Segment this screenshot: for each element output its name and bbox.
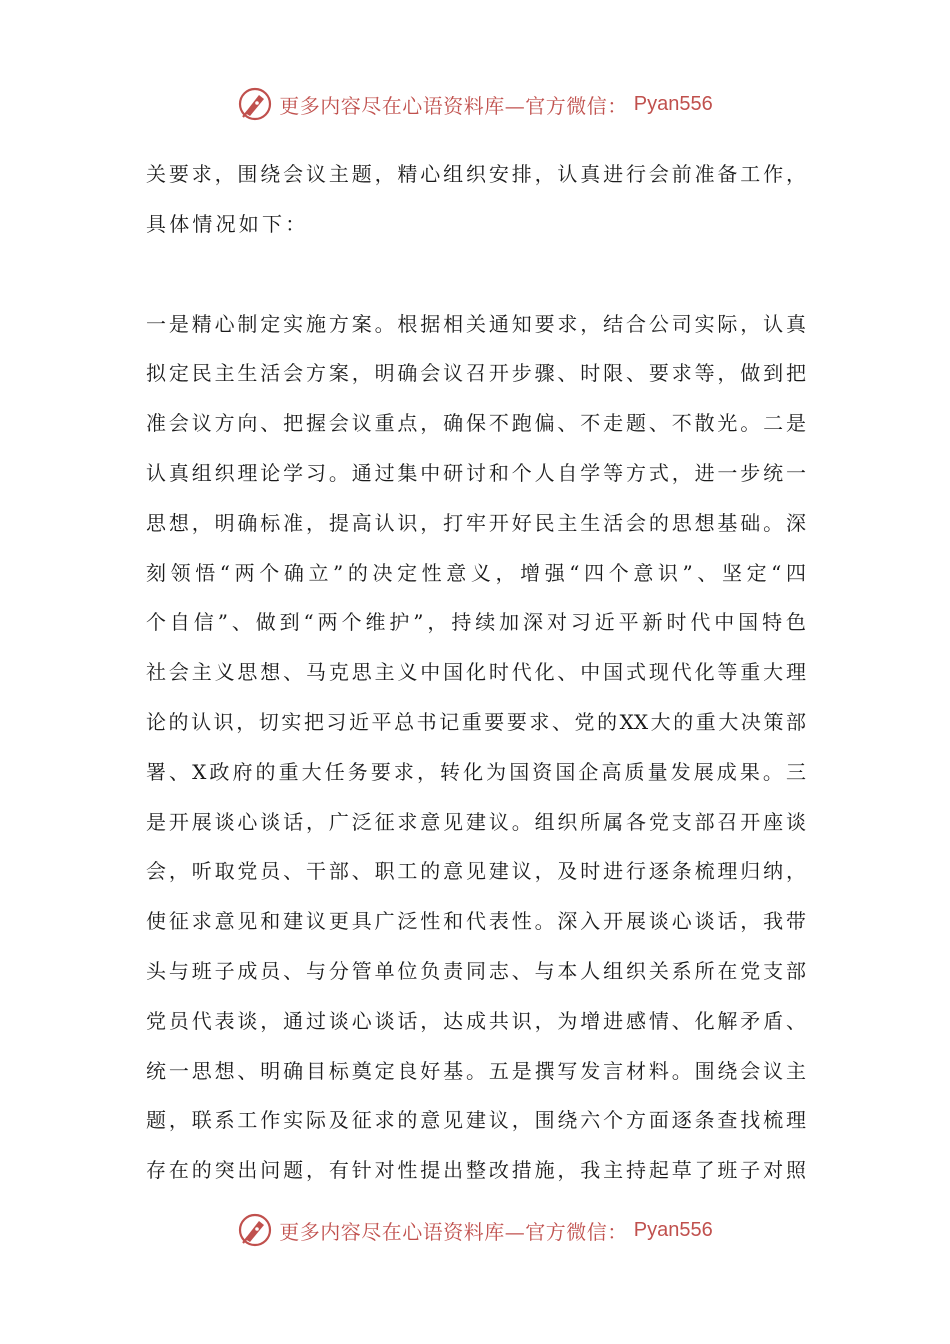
body-line: 党员代表谈，通过谈心谈话，达成共识，为增进感情、化解矛盾、 <box>146 1008 806 1033</box>
watermark-handle: Pyan556 <box>633 92 713 115</box>
body-line: 统一思想、明确目标奠定良好基。五是撰写发言材料。围绕会议主 <box>146 1058 806 1083</box>
body-line: 社会主义思想、马克思主义中国化时代化、中国式现代化等重大理 <box>146 660 806 685</box>
paragraph-gap <box>146 250 806 300</box>
body-line: 题，联系工作实际及征求的意见建议，围绕六个方面逐条查找梳理 <box>146 1108 806 1133</box>
watermark-text: 更多内容尽在心语资料库—官方微信： <box>279 1219 628 1244</box>
body-line: 论的认识，切实把习近平总书记重要要求、党的XX大的重大决策部 <box>146 709 806 734</box>
watermark-text: 更多内容尽在心语资料库—官方微信： <box>279 93 628 118</box>
body-line: 是开展谈心谈话，广泛征求意见建议。组织所属各党支部召开座谈 <box>146 809 806 834</box>
body-line: 拟定民主生活会方案，明确会议召开步骤、时限、要求等，做到把 <box>146 361 806 386</box>
intro-line: 具体情况如下： <box>146 211 309 236</box>
body-line: 头与班子成员、与分管单位负责同志、与本人组织关系所在党支部 <box>146 958 806 983</box>
watermark-handle: Pyan556 <box>633 1218 713 1241</box>
body-line: 使征求意见和建议更具广泛性和代表性。深入开展谈心谈话，我带 <box>146 909 806 934</box>
intro-line: 关要求，围绕会议主题，精心组织安排，认真进行会前准备工作， <box>146 162 806 186</box>
body-line: 刻领悟“两个确立”的决定性意义，增强“四个意识”、坚定“四 <box>146 560 806 585</box>
body-line: 会，听取党员、干部、职工的意见建议，及时进行逐条梳理归纳， <box>146 859 806 884</box>
body-line: 署、X政府的重大任务要求，转化为国资国企高质量发展成果。三 <box>146 759 806 784</box>
body-line: 存在的突出问题，有针对性提出整改措施，我主持起草了班子对照 <box>146 1158 806 1183</box>
header-watermark <box>0 84 950 124</box>
footer-watermark <box>0 1210 950 1250</box>
body-line: 准会议方向、把握会议重点，确保不跑偏、不走题、不散光。二是 <box>146 411 806 436</box>
body-line: 思想，明确标准，提高认识，打牢开好民主生活会的思想基础。深 <box>146 510 806 535</box>
pen-nib-logo-icon <box>237 86 273 122</box>
body-line: 一是精心制定实施方案。根据相关通知要求，结合公司实际，认真 <box>146 311 806 336</box>
pen-nib-logo-icon <box>237 1212 273 1248</box>
document-body <box>146 150 806 1196</box>
body-line: 个自信”、做到“两个维护”，持续加深对习近平新时代中国特色 <box>146 610 806 635</box>
body-line: 认真组织理论学习。通过集中研讨和个人自学等方式，进一步统一 <box>146 460 806 485</box>
